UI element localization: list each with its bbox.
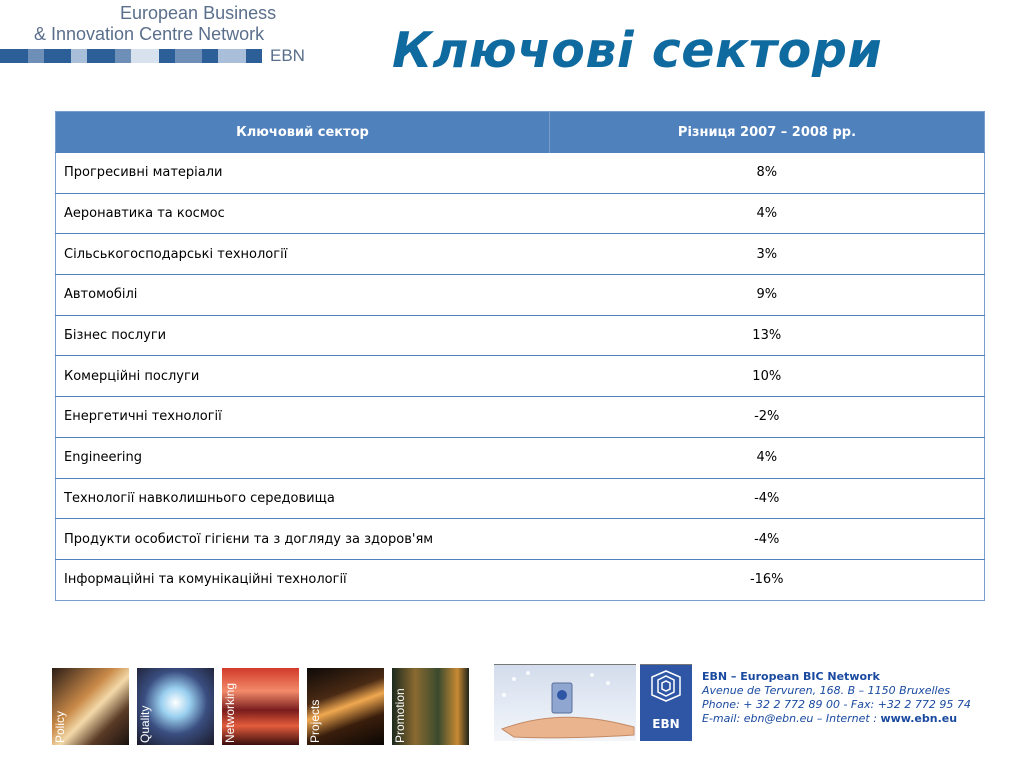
sector-cell: Бізнес послуги <box>56 315 550 356</box>
contact-email-line <box>702 712 971 726</box>
table-row <box>56 153 985 194</box>
header-sector: Ключовий сектор <box>56 112 550 153</box>
logo-bar-segment <box>246 49 262 63</box>
contact-block <box>702 670 971 726</box>
logo-bar-segment <box>175 49 203 63</box>
table-header-row <box>56 112 985 153</box>
contact-phone: Phone: + 32 2 772 89 00 - Fax: +32 2 772 95 74 <box>702 698 971 711</box>
sector-cell: Технології навколишнього середовища <box>56 478 550 519</box>
table-row <box>56 275 985 316</box>
table-row <box>56 559 985 600</box>
difference-cell: -2% <box>550 397 985 438</box>
sector-cell: Сільськогосподарські технології <box>56 234 550 275</box>
sector-cell: Engineering <box>56 437 550 478</box>
hand-with-card-image <box>494 664 636 741</box>
table-row <box>56 519 985 560</box>
contact-website-link[interactable]: www.ebn.eu <box>880 712 958 725</box>
table-row <box>56 356 985 397</box>
table-row <box>56 478 985 519</box>
table-row <box>56 437 985 478</box>
contact-address: Avenue de Tervuren, 168. B – 1150 Bruxelles <box>702 684 951 697</box>
logo-bar-segment <box>218 49 246 63</box>
sector-cell: Енергетичні технології <box>56 397 550 438</box>
thumbnail-policy <box>52 668 129 745</box>
difference-cell: -16% <box>550 559 985 600</box>
difference-cell: -4% <box>550 519 985 560</box>
thumbnail-promotion <box>392 668 469 745</box>
table-row <box>56 193 985 234</box>
thumbnail-label: Projects <box>308 699 322 743</box>
logo-bar-segment <box>87 49 115 63</box>
thumbnail-projects <box>307 668 384 745</box>
thumbnail-label: Promotion <box>393 688 407 743</box>
contact-org: EBN – European BIC Network <box>702 670 880 683</box>
thumbnail-quality <box>137 668 214 745</box>
logo-color-bar <box>0 49 262 63</box>
logo-bar-segment <box>71 49 87 63</box>
logo-bar-segment <box>159 49 175 63</box>
ebn-badge <box>640 664 692 741</box>
sector-cell: Комерційні послуги <box>56 356 550 397</box>
ebn-badge-label: EBN <box>652 717 680 731</box>
logo-bar-segment <box>115 49 131 63</box>
sector-cell: Продукти особистої гігієни та з догляду за здоров'ям <box>56 519 550 560</box>
difference-cell: -4% <box>550 478 985 519</box>
logo-bar-segment <box>44 49 72 63</box>
logo-bar-segment <box>202 49 218 63</box>
thumbnail-label: Quality <box>138 705 152 743</box>
logo-line-2: & Innovation Centre Network <box>34 24 265 44</box>
logo-bar-segment <box>0 49 28 63</box>
page-title: Ключові сектори <box>392 22 883 79</box>
key-sectors-table <box>55 111 985 601</box>
table-row <box>56 315 985 356</box>
difference-cell: 13% <box>550 315 985 356</box>
difference-cell: 9% <box>550 275 985 316</box>
thumbnail-networking <box>222 668 299 745</box>
thumbnail-label: Policy <box>53 710 67 743</box>
sector-cell: Інформаційні та комунікаційні технології <box>56 559 550 600</box>
difference-cell: 10% <box>550 356 985 397</box>
sector-cell: Аеронавтика та космос <box>56 193 550 234</box>
ebn-logo <box>0 0 310 72</box>
header-difference: Різниця 2007 – 2008 рр. <box>550 112 985 153</box>
table-body <box>56 153 985 601</box>
logo-bar-segment <box>28 49 44 63</box>
hand-illustration <box>494 665 636 742</box>
table-row <box>56 397 985 438</box>
footer-thumbnails <box>52 668 469 745</box>
thumbnail-label: Networking <box>223 682 237 743</box>
logo-line-1: European Business <box>120 3 277 23</box>
sector-cell: Автомобілі <box>56 275 550 316</box>
sector-cell: Прогресивні матеріали <box>56 153 550 194</box>
difference-cell: 4% <box>550 437 985 478</box>
ebn-emblem-icon <box>640 665 692 715</box>
logo-bar-segment <box>131 49 159 63</box>
logo-abbr: EBN <box>270 46 305 65</box>
contact-email: E-mail: ebn@ebn.eu – Internet : <box>702 712 881 725</box>
table-row <box>56 234 985 275</box>
difference-cell: 8% <box>550 153 985 194</box>
difference-cell: 4% <box>550 193 985 234</box>
difference-cell: 3% <box>550 234 985 275</box>
